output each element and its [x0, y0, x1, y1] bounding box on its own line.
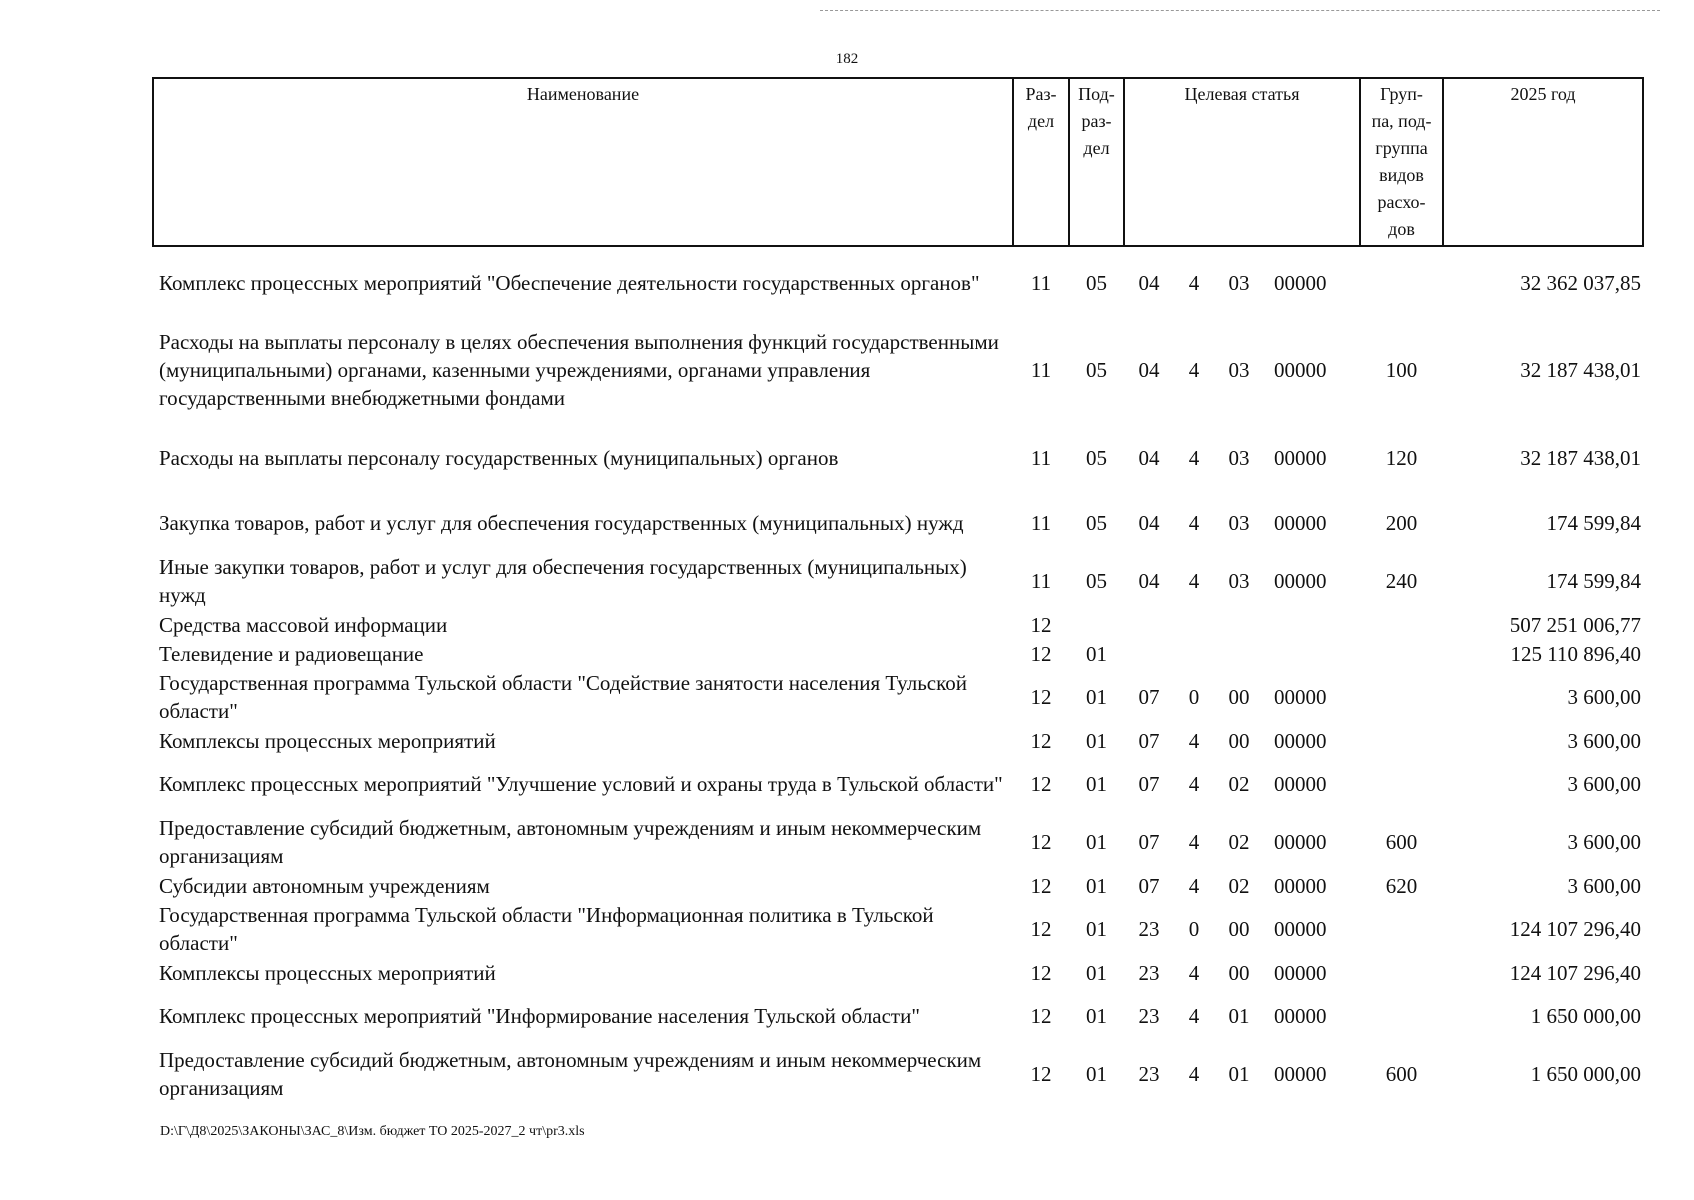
cell-name: Комплекс процессных мероприятий "Информирование населения Тульской области" [159, 1004, 920, 1028]
cell-cs4: 00000 [1274, 830, 1327, 854]
table-row [153, 494, 1643, 552]
table-row [153, 958, 1643, 987]
header-celevaya: Целевая статья [1124, 78, 1360, 246]
cell-cs3: 00 [1228, 917, 1250, 941]
cell-sum: 124 107 296,40 [1509, 917, 1642, 941]
cell-cs2: 4 [1188, 446, 1200, 470]
cell-vid [1360, 668, 1443, 726]
header-razdel [1013, 78, 1069, 246]
table-row [153, 610, 1643, 639]
cell-vid: 240 [1385, 569, 1418, 593]
cell-cs2: 4 [1188, 728, 1200, 753]
cell-cs1: 23 [1138, 917, 1160, 941]
cell-sum: 124 107 296,40 [1509, 960, 1642, 985]
cell-cs2: 4 [1188, 772, 1200, 796]
cell-podrazdel: 01 [1086, 1004, 1107, 1028]
table-row [153, 726, 1643, 755]
cell-podrazdel: 01 [1086, 641, 1107, 666]
cell-cs1: 04 [1138, 569, 1160, 593]
cell-cs4: 00000 [1274, 772, 1327, 796]
table-row [153, 639, 1643, 668]
cell-cs1: 07 [1138, 685, 1160, 709]
cell-vid: 100 [1385, 358, 1418, 382]
cell-cs4: 00000 [1274, 446, 1327, 470]
cell-name: Иные закупки товаров, работ и услуг для обеспечения государственных (муниципальных) нужд [159, 555, 967, 607]
cell-sum: 3 600,00 [1567, 685, 1642, 709]
cell-razdel: 12 [1030, 612, 1052, 637]
cell-podrazdel: 01 [1086, 917, 1107, 941]
budget-table [152, 77, 1644, 1103]
cell-podrazdel: 01 [1086, 830, 1107, 854]
cell-podrazdel: 01 [1086, 685, 1107, 709]
cell-cs2: 4 [1188, 569, 1200, 593]
header-podrazdel-text: Под- раз- дел [1078, 84, 1115, 158]
header-podrazdel [1069, 78, 1124, 246]
cell-cs4: 00000 [1274, 685, 1327, 709]
cell-cs3: 03 [1228, 446, 1250, 470]
cell-vid: 600 [1385, 830, 1418, 854]
cell-name: Средства массовой информации [159, 612, 448, 637]
table-row [153, 1045, 1643, 1103]
cell-razdel: 12 [1030, 641, 1052, 666]
cell-cs1: 23 [1138, 960, 1160, 985]
cell-name: Комплекс процессных мероприятий "Обеспечение деятельности государственных органов" [159, 270, 980, 295]
header-name: Наименование [153, 78, 1013, 246]
cell-name: Расходы на выплаты персоналу государственных (муниципальных) органов [159, 446, 839, 470]
cell-podrazdel: 01 [1086, 728, 1107, 753]
cell-podrazdel: 05 [1086, 270, 1107, 295]
cell-cs1: 07 [1138, 830, 1160, 854]
cell-cs4: 00000 [1274, 917, 1327, 941]
cell-cs4 [1264, 610, 1360, 639]
table-row [153, 668, 1643, 726]
cell-podrazdel: 01 [1086, 772, 1107, 796]
cell-cs1: 04 [1138, 270, 1160, 295]
cell-cs4: 00000 [1274, 1062, 1327, 1086]
cell-razdel: 11 [1030, 511, 1052, 535]
header-vid-text: Груп- па, под- группа видов расхо- дов [1371, 84, 1432, 239]
cell-cs2: 4 [1188, 830, 1200, 854]
cell-cs3: 02 [1228, 873, 1250, 898]
cell-razdel: 12 [1030, 1062, 1052, 1086]
cell-sum: 1 650 000,00 [1530, 1004, 1642, 1028]
cell-vid [1360, 246, 1443, 318]
cell-razdel: 12 [1030, 873, 1052, 898]
cell-razdel: 11 [1030, 446, 1052, 470]
cell-podrazdel: 01 [1086, 960, 1107, 985]
cell-vid [1360, 987, 1443, 1045]
cell-name: Государственная программа Тульской области "Содействие занятости населения Тульской области" [159, 671, 967, 723]
cell-cs1: 07 [1138, 873, 1160, 898]
cell-cs2: 0 [1188, 685, 1200, 709]
cell-cs1: 04 [1138, 358, 1160, 382]
table-row [153, 318, 1643, 422]
cell-name: Телевидение и радиовещание [159, 641, 424, 666]
table-row [153, 246, 1643, 318]
header-vid [1360, 78, 1443, 246]
cell-cs3: 00 [1228, 685, 1250, 709]
cell-razdel: 12 [1030, 830, 1052, 854]
cell-razdel: 12 [1030, 1004, 1052, 1028]
cell-sum: 3 600,00 [1567, 772, 1642, 796]
cell-cs4: 00000 [1274, 1004, 1327, 1028]
cell-sum: 1 650 000,00 [1530, 1062, 1642, 1086]
table-row [153, 987, 1643, 1045]
cell-podrazdel [1069, 610, 1124, 639]
cell-cs3: 03 [1228, 270, 1250, 295]
header-year: 2025 год [1443, 78, 1643, 246]
cell-razdel: 12 [1030, 685, 1052, 709]
cell-cs1 [1124, 610, 1174, 639]
cell-name: Комплексы процессных мероприятий [159, 960, 496, 985]
cell-vid: 600 [1385, 1062, 1418, 1086]
cell-podrazdel: 05 [1086, 358, 1107, 382]
table-row [153, 900, 1643, 958]
cell-sum: 125 110 896,40 [1510, 641, 1642, 666]
table-header-row [153, 78, 1643, 246]
scan-artifact [820, 10, 1660, 12]
header-razdel-text: Раз- дел [1025, 84, 1057, 131]
cell-cs1: 07 [1138, 728, 1160, 753]
cell-sum: 3 600,00 [1567, 728, 1642, 753]
cell-name: Расходы на выплаты персоналу в целях обеспечения выполнения функций государственными (муниципальными) органами, казенными учреждениями, органами управления государственными внебюджетными фондами [159, 330, 999, 410]
cell-cs2: 0 [1188, 917, 1200, 941]
cell-podrazdel: 05 [1086, 511, 1107, 535]
table-row [153, 755, 1643, 813]
cell-cs1: 04 [1138, 446, 1160, 470]
cell-vid: 620 [1385, 873, 1418, 898]
cell-cs3: 03 [1228, 511, 1250, 535]
cell-cs3 [1214, 639, 1264, 668]
cell-razdel: 12 [1030, 960, 1052, 985]
cell-cs2: 4 [1188, 1004, 1200, 1028]
cell-cs3: 01 [1228, 1004, 1250, 1028]
cell-name: Государственная программа Тульской области "Информационная политика в Тульской области" [159, 903, 934, 955]
cell-cs3: 02 [1228, 830, 1250, 854]
table-row [153, 422, 1643, 494]
cell-podrazdel: 01 [1086, 1062, 1107, 1086]
table-row [153, 552, 1643, 610]
cell-razdel: 12 [1030, 728, 1052, 753]
cell-vid: 120 [1385, 446, 1418, 470]
cell-sum: 32 187 438,01 [1520, 446, 1642, 470]
cell-cs1: 23 [1138, 1004, 1160, 1028]
cell-sum: 32 187 438,01 [1520, 358, 1642, 382]
cell-razdel: 11 [1030, 270, 1052, 295]
cell-name: Субсидии автономным учреждениям [159, 873, 490, 898]
cell-sum: 3 600,00 [1567, 873, 1642, 898]
cell-vid [1360, 958, 1443, 987]
cell-cs3 [1214, 610, 1264, 639]
cell-vid [1360, 900, 1443, 958]
cell-podrazdel: 01 [1086, 873, 1107, 898]
cell-cs3: 02 [1228, 772, 1250, 796]
cell-vid [1360, 610, 1443, 639]
cell-cs3: 03 [1228, 569, 1250, 593]
table-row [153, 813, 1643, 871]
cell-name: Предоставление субсидий бюджетным, автономным учреждениям и иным некоммерческим организациям [159, 816, 982, 868]
cell-name: Предоставление субсидий бюджетным, автономным учреждениям и иным некоммерческим организациям [159, 1048, 982, 1100]
cell-name: Закупка товаров, работ и услуг для обеспечения государственных (муниципальных) нужд [159, 511, 964, 535]
cell-cs3: 00 [1228, 728, 1250, 753]
cell-name: Комплексы процессных мероприятий [159, 728, 496, 753]
page-number: 182 [835, 51, 859, 67]
cell-cs1: 07 [1138, 772, 1160, 796]
cell-cs4: 00000 [1274, 511, 1327, 535]
cell-razdel: 11 [1030, 358, 1052, 382]
cell-cs4: 00000 [1274, 569, 1327, 593]
cell-cs1: 23 [1138, 1062, 1160, 1086]
cell-cs2: 4 [1188, 511, 1200, 535]
cell-cs3: 00 [1228, 960, 1250, 985]
cell-podrazdel: 05 [1086, 569, 1107, 593]
cell-cs3: 01 [1228, 1062, 1250, 1086]
cell-vid [1360, 726, 1443, 755]
cell-sum: 174 599,84 [1546, 569, 1642, 593]
cell-sum: 174 599,84 [1546, 511, 1642, 535]
cell-cs2: 4 [1188, 1062, 1200, 1086]
cell-sum: 32 362 037,85 [1520, 270, 1642, 295]
cell-cs4: 00000 [1274, 270, 1327, 295]
cell-cs4: 00000 [1274, 873, 1327, 898]
cell-cs2: 4 [1188, 358, 1200, 382]
cell-cs4: 00000 [1274, 728, 1327, 753]
cell-razdel: 12 [1030, 917, 1052, 941]
cell-cs2: 4 [1188, 873, 1200, 898]
cell-razdel: 12 [1030, 772, 1052, 796]
cell-razdel: 11 [1030, 569, 1052, 593]
cell-cs1 [1124, 639, 1174, 668]
cell-cs2 [1174, 610, 1214, 639]
cell-cs3: 03 [1228, 358, 1250, 382]
cell-cs2 [1174, 639, 1214, 668]
cell-vid: 200 [1385, 511, 1418, 535]
cell-cs2: 4 [1188, 270, 1200, 295]
cell-sum: 3 600,00 [1567, 830, 1642, 854]
cell-vid [1360, 639, 1443, 668]
cell-vid [1360, 755, 1443, 813]
cell-cs2: 4 [1188, 960, 1200, 985]
cell-cs1: 04 [1138, 511, 1160, 535]
cell-name: Комплекс процессных мероприятий "Улучшение условий и охраны труда в Тульской области" [159, 772, 1003, 796]
cell-sum: 507 251 006,77 [1509, 612, 1642, 637]
cell-cs4 [1264, 639, 1360, 668]
cell-cs4: 00000 [1274, 358, 1327, 382]
cell-cs4: 00000 [1274, 960, 1327, 985]
table-row [153, 871, 1643, 900]
footer-file-path: D:\Г\Д8\2025\ЗАКОНЫ\ЗАС_8\Изм. бюджет ТО 2025-2027_2 чт\pr3.xls [160, 1124, 585, 1139]
table-body [153, 246, 1643, 1103]
cell-podrazdel: 05 [1086, 446, 1107, 470]
